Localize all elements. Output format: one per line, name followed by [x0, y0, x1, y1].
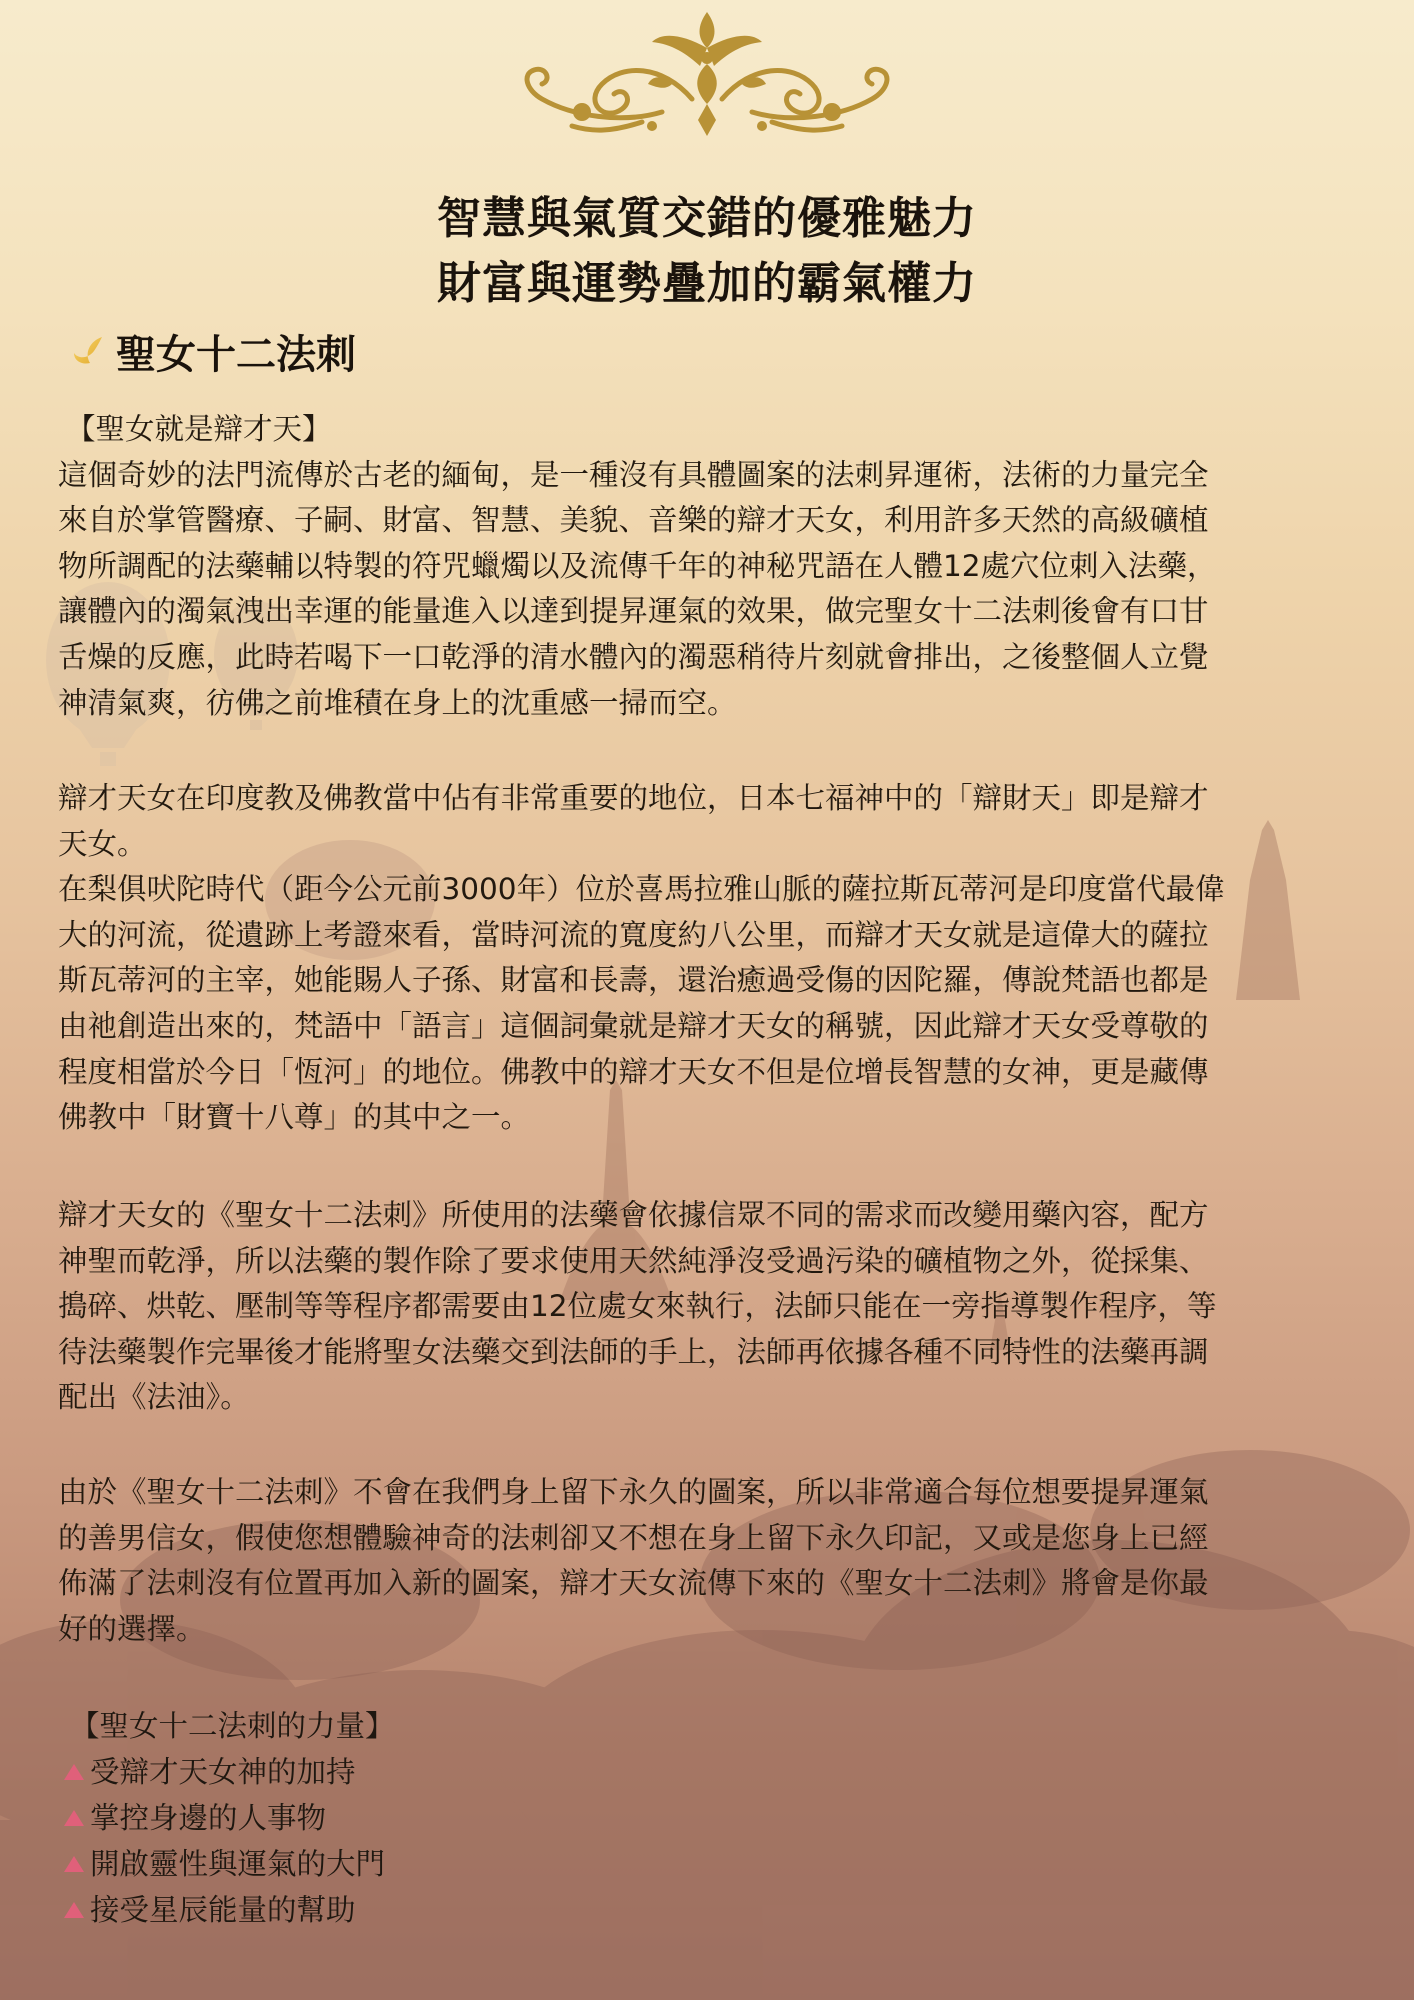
list-item	[62, 1887, 395, 1933]
list-item-text: 受辯才天女神的加持	[90, 1755, 356, 1789]
crescent-moon-icon	[72, 331, 112, 371]
pink-triangle-icon	[62, 1854, 86, 1874]
paragraph-line: 好的選擇。	[58, 1611, 206, 1646]
paragraph-line: 由於《聖女十二法刺》不會在我們身上留下永久的圖案，所以非常適合每位想要提昇運氣	[58, 1475, 1209, 1509]
paragraph-line: 大的河流，從遺跡上考證來看，當時河流的寬度約八公里，而辯才天女就是這偉大的薩拉	[58, 917, 1209, 952]
paragraph-4	[58, 1470, 1358, 1652]
paragraph-line: 辯才天女的《聖女十二法刺》所使用的法藥會依據信眾不同的需求而改變用藥內容，配方	[58, 1198, 1209, 1232]
paragraph-2	[58, 776, 1358, 1141]
paragraph-line: 斯瓦蒂河的主宰，她能賜人子孫、財富和長壽，還治癒過受傷的因陀羅，傳說梵語也都是	[58, 963, 1209, 998]
paragraph-line: 辯才天女在印度教及佛教當中佔有非常重要的地位，日本七福神中的「辯財天」即是辯才	[58, 781, 1209, 815]
paragraph-line: 佛教中「財寶十八尊」的其中之一。	[58, 1100, 531, 1135]
section-title-text: 聖女十二法刺	[116, 331, 356, 378]
intro-heading: 【聖女就是辯才天】	[66, 412, 332, 446]
gold-floral-flourish-icon	[512, 4, 902, 144]
list-item-text: 掌控身邊的人事物	[90, 1801, 327, 1835]
paragraph-line: 程度相當於今日「恆河」的地位。佛教中的辯才天女不但是位增長智慧的女神，更是藏傳	[58, 1054, 1209, 1089]
pink-triangle-icon	[62, 1762, 86, 1782]
list-item	[62, 1749, 395, 1795]
paragraph-line: 這個奇妙的法門流傳於古老的緬甸，是一種沒有具體圖案的法刺昇運術，法術的力量完全	[58, 457, 1209, 492]
paragraph-line: 天女。	[58, 826, 147, 861]
paragraph-line: 佈滿了法刺沒有位置再加入新的圖案，辯才天女流傳下來的《聖女十二法刺》將會是你最	[58, 1566, 1209, 1601]
paragraph-line: 由祂創造出來的，梵語中「語言」這個詞彙就是辯才天女的稱號，因此辯才天女受尊敬的	[58, 1008, 1209, 1043]
paragraph-line: 舌燥的反應，此時若喝下一口乾淨的清水體內的濁惡稍待片刻就會排出，之後整個人立覺	[58, 639, 1209, 674]
headline-secondary: 財富與運勢疊加的霸氣權力	[437, 258, 977, 309]
paragraph-line: 配出《法油》。	[58, 1380, 250, 1415]
powers-heading: 【聖女十二法刺的力量】	[70, 1709, 395, 1743]
paragraph-line: 在梨俱吠陀時代（距今公元前3000年）位於喜馬拉雅山脈的薩拉斯瓦蒂河是印度當代最偉	[58, 872, 1225, 907]
paragraph-line: 來自於掌管醫療、子嗣、財富、智慧、美貌、音樂的辯才天女，利用許多天然的高級礦植	[58, 503, 1209, 538]
paragraph-line: 神聖而乾淨，所以法藥的製作除了要求使用天然純淨沒受過污染的礦植物之外，從採集、	[58, 1243, 1209, 1278]
list-item-text: 開啟靈性與運氣的大門	[90, 1847, 386, 1881]
headline-primary: 智慧與氣質交錯的優雅魅力	[437, 193, 977, 244]
paragraph-line: 物所調配的法藥輔以特製的符咒蠟燭以及流傳千年的神秘咒語在人體12處穴位刺入法藥，	[58, 548, 1217, 583]
paragraph-line: 待法藥製作完畢後才能將聖女法藥交到法師的手上，法師再依據各種不同特性的法藥再調	[58, 1334, 1209, 1369]
pink-triangle-icon	[62, 1808, 86, 1828]
list-item	[62, 1795, 395, 1841]
list-item	[62, 1841, 395, 1887]
paragraph-line: 讓體內的濁氣洩出幸運的能量進入以達到提昇運氣的效果，做完聖女十二法刺後會有口甘	[58, 594, 1209, 629]
paragraph-line: 神清氣爽，彷佛之前堆積在身上的沈重感一掃而空。	[58, 685, 737, 720]
paragraph-line: 的善男信女，假使您想體驗神奇的法刺卻又不想在身上留下永久印記，又或是您身上已經	[58, 1520, 1209, 1555]
list-item-text: 接受星辰能量的幫助	[90, 1893, 356, 1927]
paragraph-3	[58, 1193, 1358, 1421]
pink-triangle-icon	[62, 1900, 86, 1920]
intro-block	[58, 407, 1358, 726]
section-title	[72, 326, 356, 376]
powers-list	[62, 1703, 395, 1933]
paragraph-line: 搗碎、烘乾、壓制等等程序都需要由12位處女來執行，法師只能在一旁指導製作程序，等	[58, 1289, 1217, 1324]
